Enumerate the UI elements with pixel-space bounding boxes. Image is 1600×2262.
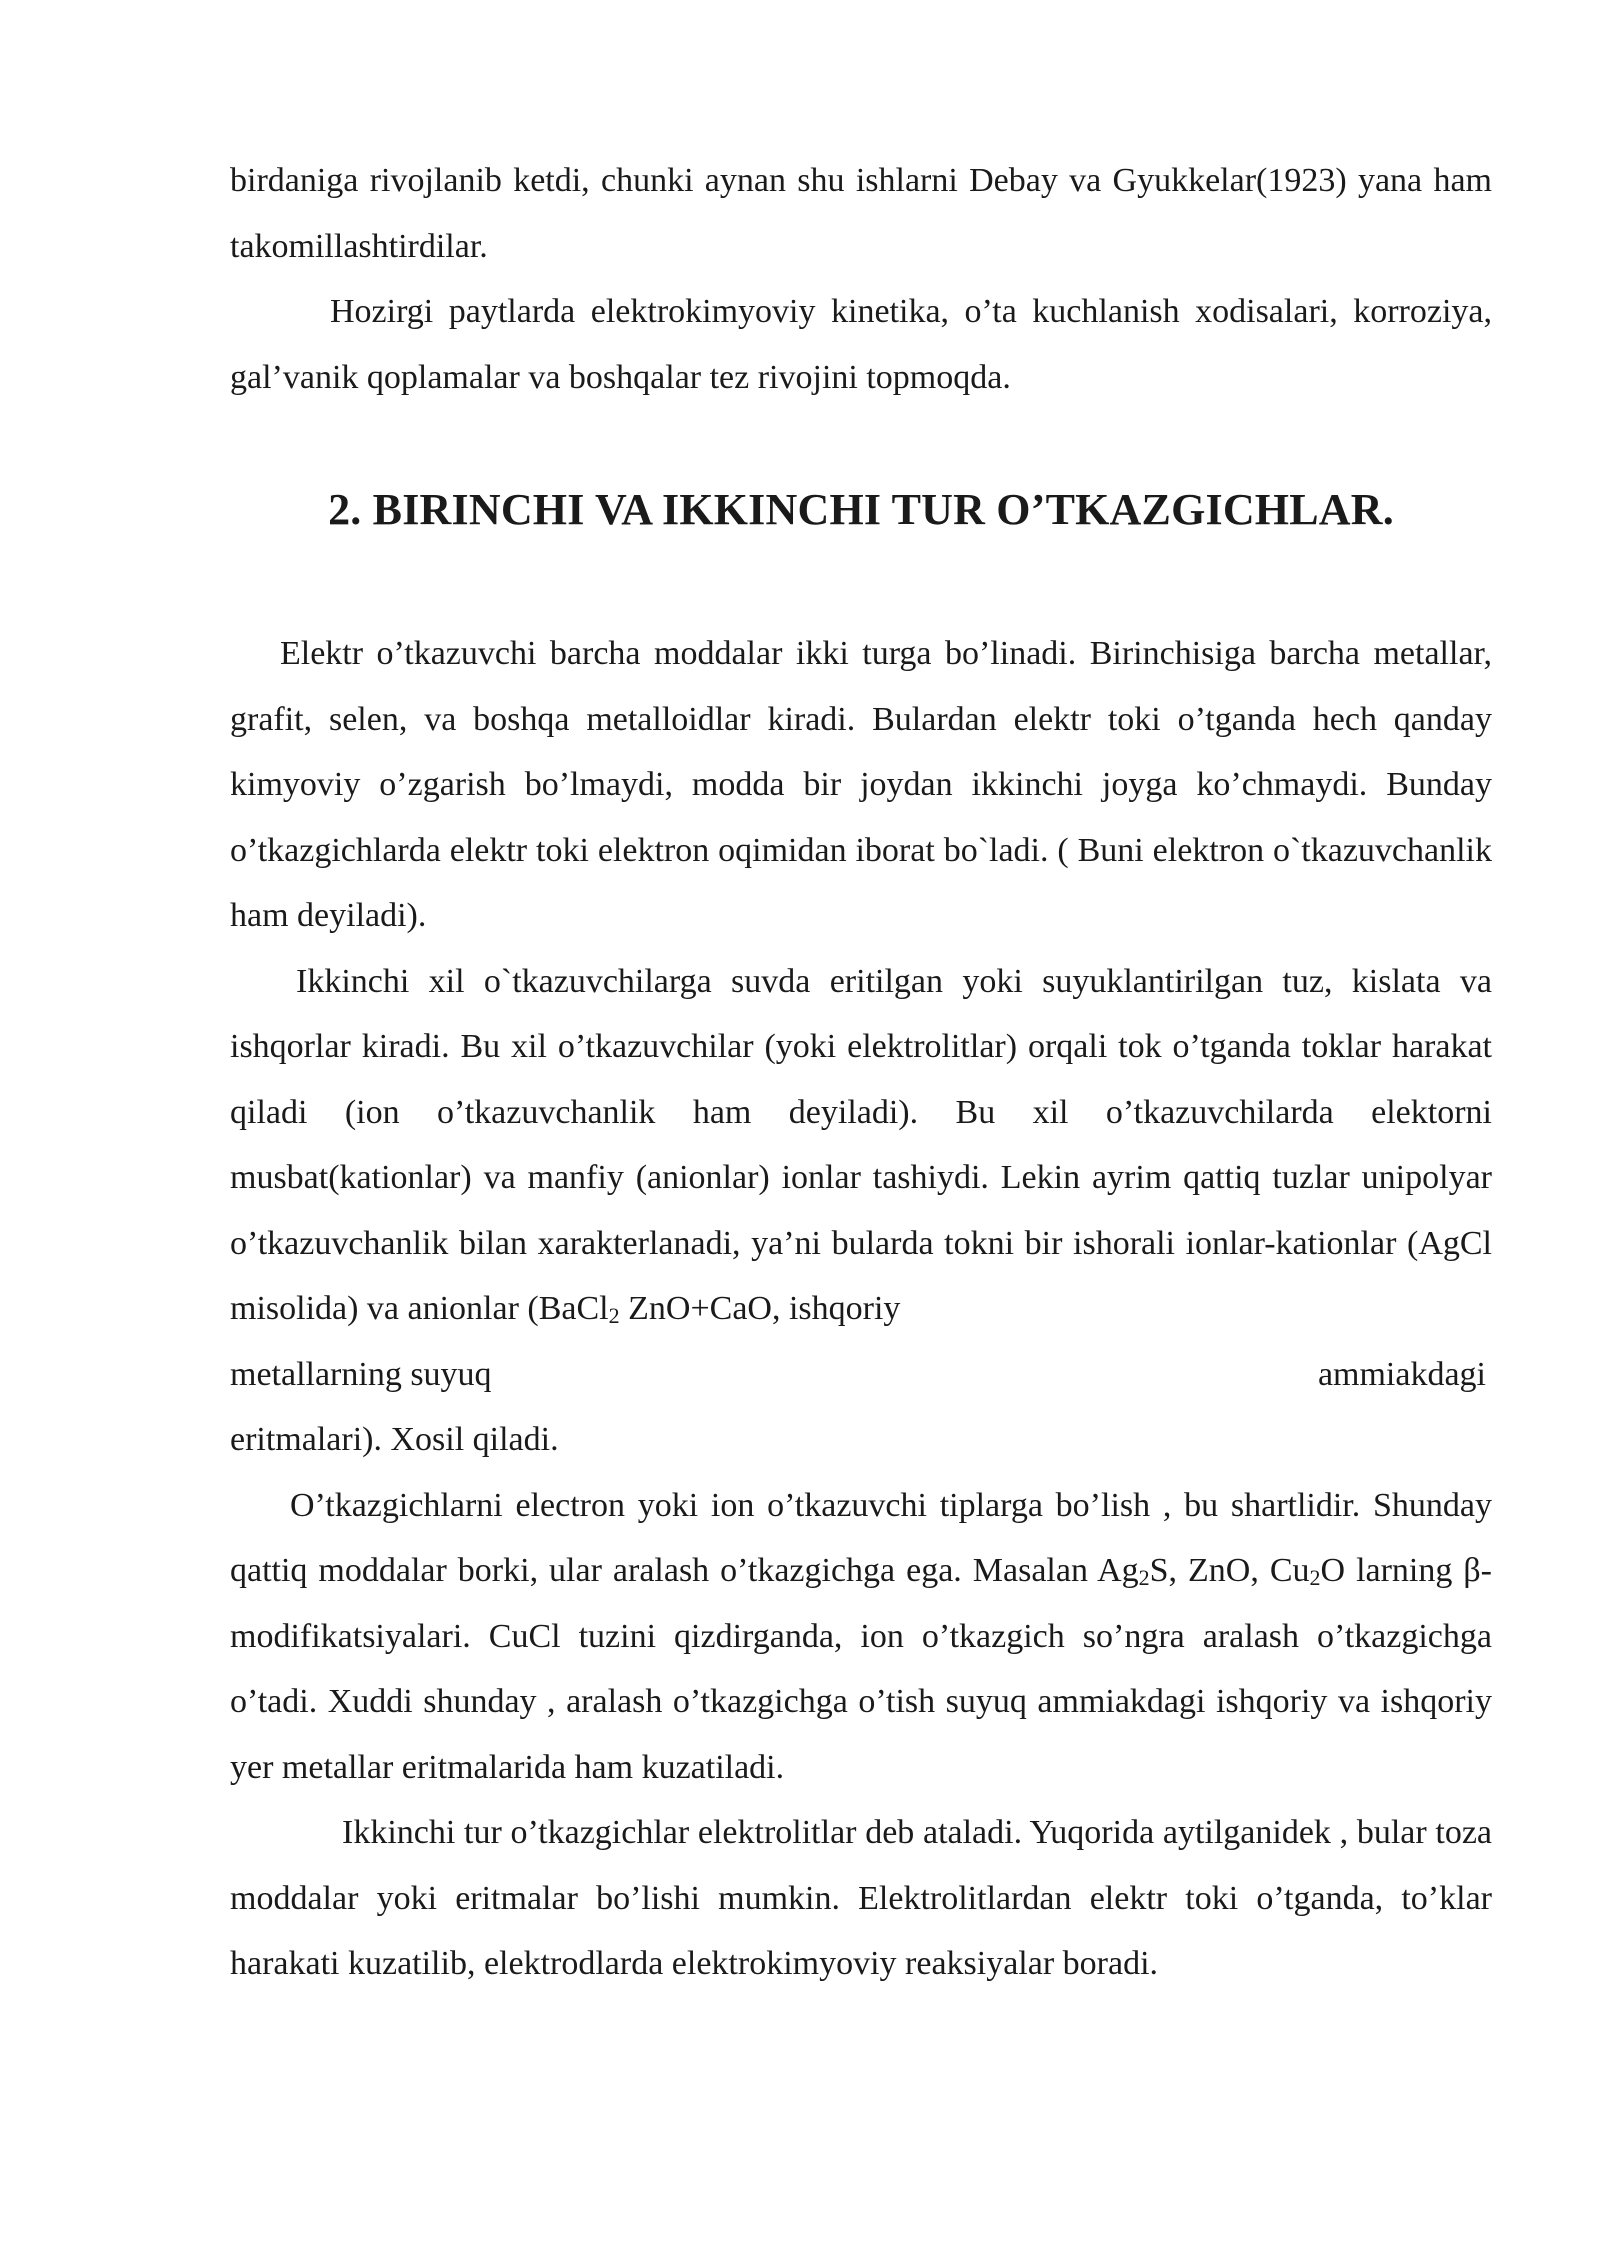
subscript-cu2o: 2 <box>1309 1565 1321 1590</box>
paragraph-mixed-conductors <box>230 1473 1492 1801</box>
paragraph-modern-developments: Hozirgi paytlarda elektrokimyoviy kinetika, o’ta kuchlanish xodisalari, korroziya, gal’vanik qoplamalar va boshqalar tez rivojini topmoqda. <box>230 293 1492 396</box>
section-heading: 2. BIRINCHI VA IKKINCHI TUR O’TKAZGICHLAR. <box>328 485 1394 534</box>
paragraph-electrolytes: Ikkinchi tur o’tkazgichlar elektrolitlar deb ataladi. Yuqorida aytilganidek , bular toza moddalar yoki eritmalar bo’lishi mumkin. Elektrolitlardan elektr toki o’tganda, to’klar harakati kuzatilib, elektrodlarda elektrokimyoviy reaksiyalar boradi. <box>230 1814 1492 1982</box>
second-type-ending: eritmalari). Xosil qiladi. <box>230 1421 559 1458</box>
mixed-text-a: O’tkazgichlarni electron yoki ion o’tkazuvchi tiplarga bo’lish , bu shartlidir. Shunday qattiq moddalar borki, ular aralash o’tkazgichga ega. Masalan Ag <box>230 1486 1492 1589</box>
gapped-line <box>230 1342 1492 1408</box>
gapped-line-right: ammiakdagi <box>1317 1355 1486 1393</box>
paragraph-intro-continuation: birdaniga rivojlanib ketdi, chunki aynan shu ishlarni Debay va Gyukkelar(1923) yana ham takomillashtirdilar. <box>230 162 1492 265</box>
paragraph-second-type-conductors <box>230 949 1492 1473</box>
second-type-main-text: Ikkinchi xil o`tkazuvchilarga suvda eritilgan yoki suyuklantirilgan tuz, kislata va ishqorlar kiradi. Bu xil o’tkazuvchilar (yoki elektrolitlar) orqali tok o’tganda toklar harakat qiladi (ion o’tkazuvchanlik ham deyiladi). Bu xil o’tkazuvchilarda elektorni musbat(kationlar) va manfiy (anionlar) ionlar tashiydi. Lekin ayrim qattiq tuzlar unipolyar o’tkazuvchanlik bilan xarakterlanadi, ya’ni bularda tokni bir ishorali ionlar-kationlar (AgCl misolida) va anionlar (BaCl <box>230 962 1492 1327</box>
second-type-text-after-bacl2: ZnO+CaO, ishqoriy <box>619 1290 901 1327</box>
subscript-bacl2: 2 <box>608 1303 620 1328</box>
paragraph-first-type-conductors: Elektr o’tkazuvchi barcha moddalar ikki turga bo’linadi. Birinchisiga barcha metallar, grafit, selen, va boshqa metalloidlar kiradi. Bulardan elektr toki o’tganda hech qanday kimyoviy o’zgarish bo’lmaydi, modda bir joydan ikkinchi joyga ko’chmaydi. Bunday o’tkazgichlarda elektr toki elektron oqimidan iborat bo`ladi. ( Buni elektron o`tkazuvchanlik ham deyiladi). <box>230 635 1492 934</box>
document-page <box>230 148 1492 1997</box>
subscript-ag2s: 2 <box>1138 1565 1150 1590</box>
gapped-line-left: metallarning suyuq <box>230 1355 492 1393</box>
mixed-text-b: S, ZnO, Cu <box>1149 1552 1310 1589</box>
mixed-text-c: O larning β-modifikatsiyalari. CuCl tuzini qizdirganda, ion o’tkazgich so’ngra aralash o’tkazgichga o’tadi. Xuddi shunday , aralash o’tkazgichga o’tish suyuq ammiakdagi ishqoriy va ishqoriy yer metallar eritmalarida ham kuzatiladi. <box>230 1552 1492 1786</box>
